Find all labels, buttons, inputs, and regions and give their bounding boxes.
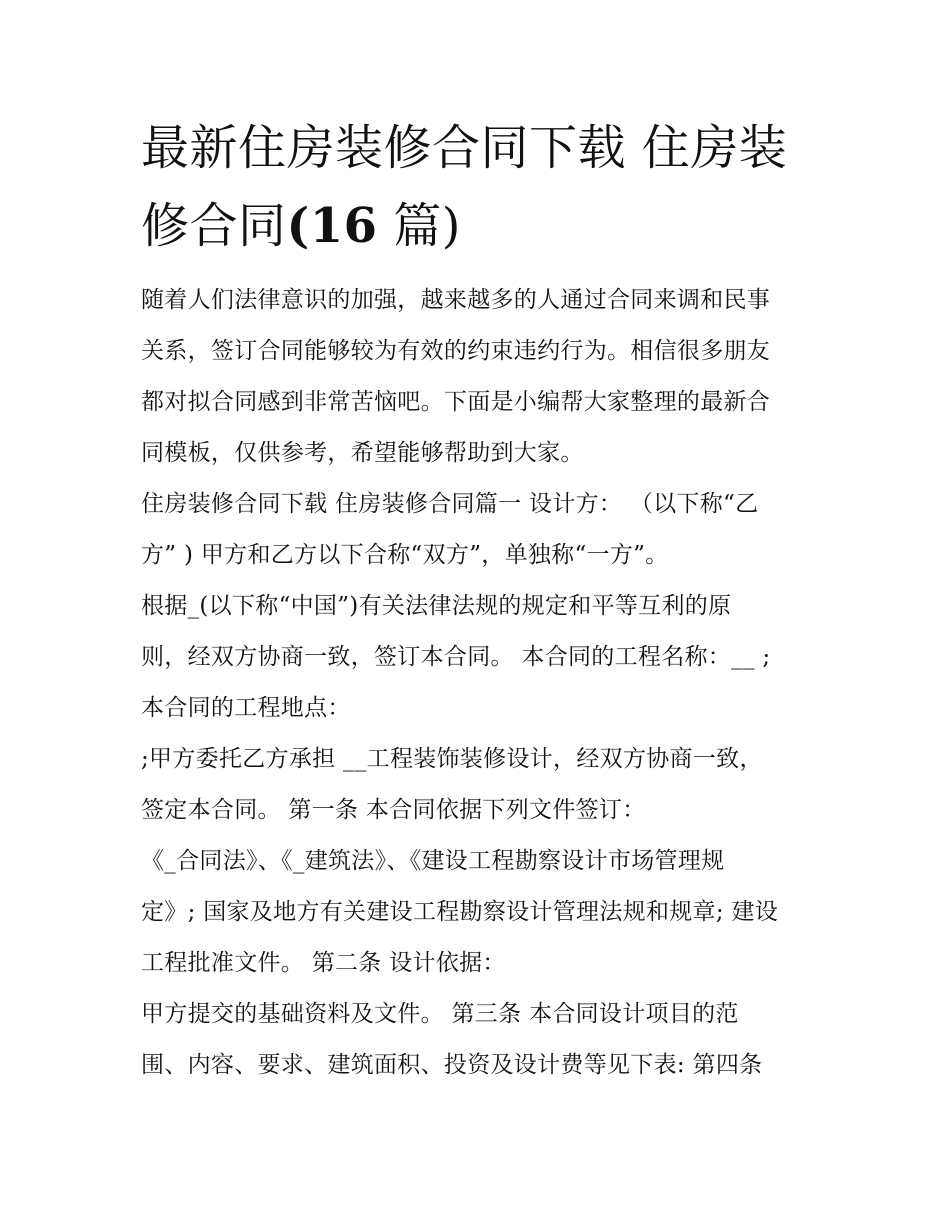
- body-line: ;甲方委托乙方承担 __工程装饰装修设计，经双方协商一致，: [141, 746, 763, 772]
- body-line: 同模板，仅供参考，希望能够帮助到大家。: [141, 440, 584, 466]
- document-title-line-1: 最新住房装修合同下载 住房装: [141, 120, 788, 176]
- body-line: 则，经双方协商一致，签订本合同。 本合同的工程名称：__ ;: [141, 644, 771, 670]
- body-line: 《_合同法》、《_建筑法》、《建设工程勘察设计市场管理规: [141, 848, 725, 874]
- title-suffix: 篇): [377, 198, 462, 254]
- body-line: 根据_(以下称“中国”)有关法律法规的规定和平等互利的原: [141, 593, 732, 619]
- body-line: 本合同的工程地点：: [141, 695, 351, 721]
- title-count: (16: [286, 198, 378, 254]
- body-line: 甲方提交的基础资料及文件。 第三条 本合同设计项目的范: [141, 1001, 739, 1027]
- body-line: 围、内容、要求、建筑面积、投资及设计费等见下表: 第四条: [141, 1052, 763, 1078]
- body-line: 都对拟合同感到非常苦恼吧。下面是小编帮大家整理的最新合: [141, 389, 771, 415]
- body-line: 工程批准文件。 第二条 设计依据：: [141, 950, 506, 976]
- body-line: 关系，签订合同能够较为有效的约束违约行为。相信很多朋友: [141, 338, 771, 364]
- body-line: 定》; 国家及地方有关建设工程勘察设计管理法规和规章; 建设: [141, 899, 779, 925]
- body-line: 方” ) 甲方和乙方以下合称“双方”，单独称“一方”。: [141, 542, 669, 568]
- body-line: 住房装修合同下载 住房装修合同篇一 设计方： （以下称“乙: [141, 491, 759, 517]
- body-line: 签定本合同。 第一条 本合同依据下列文件签订：: [141, 797, 646, 823]
- body-line: 随着人们法律意识的加强，越来越多的人通过合同来调和民事: [141, 287, 771, 313]
- title-text: 修合同: [141, 198, 287, 254]
- document-title-line-2: [141, 196, 461, 256]
